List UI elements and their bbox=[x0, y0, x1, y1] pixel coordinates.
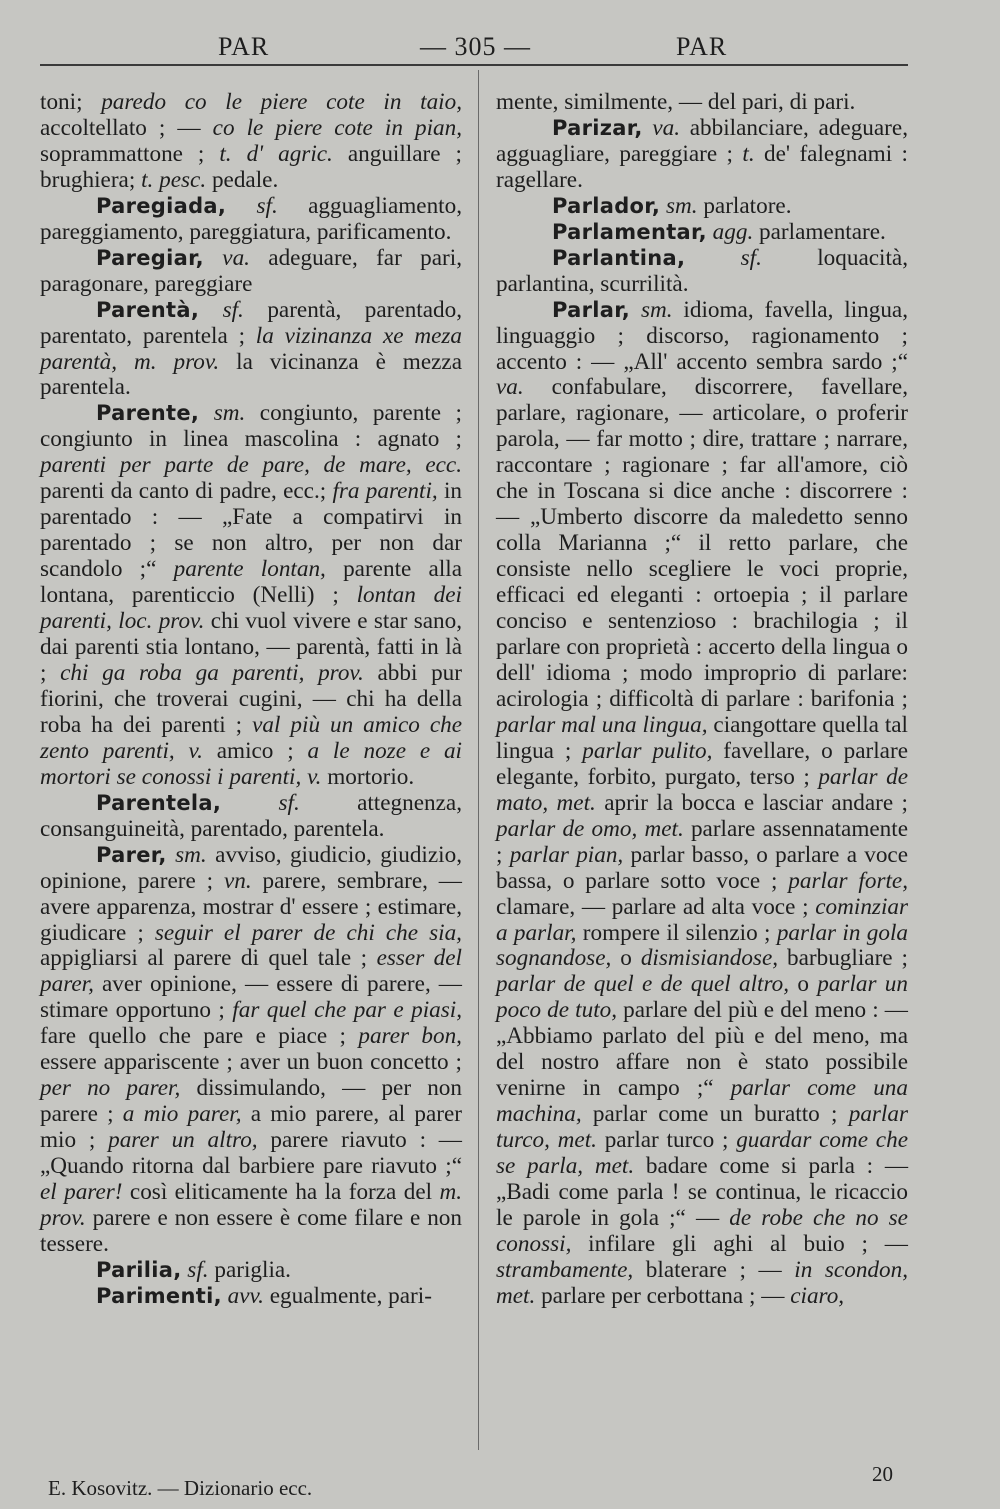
entry-italic-text: chi ga roba ga parenti, prov. bbox=[60, 659, 364, 686]
entry-text: favellare, o parlare elegante, forbito, purgato, terso ; bbox=[496, 737, 908, 790]
entry-headword: Parer, bbox=[96, 842, 167, 867]
entry-italic-text: agg. bbox=[712, 218, 754, 245]
dictionary-entry bbox=[40, 298, 462, 402]
entry-text: fare quello che pare e piace ; bbox=[40, 1023, 359, 1050]
entry-headword: Parilia, bbox=[96, 1257, 182, 1282]
entry-headword: Parlamentar, bbox=[552, 219, 707, 244]
entry-text: badare come si parla : — „Badi come parla ! se continua, le ricaccio le parole in gola ;“ — bbox=[496, 1153, 909, 1231]
entry-text bbox=[221, 790, 278, 816]
entry-italic-text: co le piere cote in pian, bbox=[212, 114, 462, 141]
entry-text: chi vuol vivere e star sano, dai parenti stia lontano, — parentà, fatti in là ; bbox=[40, 608, 462, 686]
entry-text: infilare gli aghi al buio ; — bbox=[571, 1230, 908, 1257]
header-left-guideword: PAR bbox=[218, 32, 270, 61]
entry-text: dissimulando, — per non parere ; bbox=[40, 1075, 462, 1128]
entry-italic-text: sm. bbox=[175, 841, 207, 868]
footer-signature: E. Kosovitz. — Dizionario ecc. bbox=[48, 1476, 313, 1500]
entry-text: anguillare ; brughiera; bbox=[40, 140, 462, 193]
entry-text: loquacità, parlantina, scurrilità. bbox=[496, 244, 909, 297]
dictionary-entry bbox=[496, 220, 908, 246]
entry-text: toni; bbox=[40, 89, 102, 115]
entry-text: la vicinanza è mezza parentela. bbox=[40, 348, 463, 401]
right-column bbox=[496, 90, 908, 1310]
footer-sheet-number: 20 bbox=[872, 1462, 893, 1486]
entry-italic-text: sf. bbox=[256, 192, 278, 219]
entry-headword: Parentela, bbox=[96, 790, 222, 815]
entry-text: rompere il silenzio ; bbox=[576, 919, 777, 946]
dictionary-entry bbox=[40, 791, 462, 843]
entry-italic-text: dismisiandose, bbox=[640, 945, 779, 972]
entry-text: mortorio. bbox=[321, 763, 415, 790]
entry-italic-text: paredo co le piere cote in taio, bbox=[101, 89, 463, 115]
entry-text: barbugliare ; bbox=[778, 945, 908, 972]
entry-italic-text: va. bbox=[222, 244, 250, 271]
dictionary-entry bbox=[40, 1284, 462, 1310]
dictionary-entry bbox=[40, 401, 462, 790]
entry-headword: Parlantina, bbox=[552, 245, 686, 270]
entry-headword: Paregiar, bbox=[96, 245, 204, 270]
entry-italic-text: parlar forte, bbox=[788, 867, 908, 894]
entry-italic-text: t. pesc. bbox=[141, 166, 207, 193]
entry-text: abbilanciare, adeguare, agguagliare, pareggiare ; bbox=[496, 114, 908, 167]
entry-italic-text: de robe che no se conossi, bbox=[496, 1204, 908, 1257]
entry-text: pariglia. bbox=[208, 1256, 291, 1283]
entry-text bbox=[167, 842, 175, 868]
page-footer bbox=[40, 1462, 908, 1498]
entry-text: essere appariscente ; aver un buon concetto ; bbox=[40, 1049, 462, 1076]
entry-italic-text: m. prov. bbox=[40, 1179, 463, 1231]
dictionary-entry bbox=[496, 194, 908, 220]
entry-italic-text: parenti per parte de pare, de mare, ecc. bbox=[40, 452, 462, 479]
entry-text: pedale. bbox=[206, 166, 279, 193]
entry-italic-text: la vizinanza xe meza parentà, m. prov. bbox=[40, 322, 462, 375]
entry-italic-text: sf. bbox=[278, 789, 300, 816]
column-divider bbox=[478, 70, 479, 1450]
entry-headword: Parlador, bbox=[552, 193, 661, 218]
entry-text: soprammattone ; bbox=[40, 140, 220, 167]
entry-text: clamare, — parlare ad alta voce ; bbox=[496, 893, 816, 920]
entry-headword: Parlar, bbox=[552, 297, 631, 322]
entry-italic-text: parlar un poco de tuto, bbox=[496, 971, 908, 1024]
entry-text: aver opinione, — essere di parere, — stimare opportuno ; bbox=[40, 971, 462, 1024]
entry-italic-text: parlar pulito, bbox=[582, 737, 713, 764]
entry-text bbox=[199, 297, 222, 323]
entry-italic-text: va. bbox=[652, 114, 680, 141]
entry-text: avviso, giudicio, giudizio, opinione, parere ; bbox=[40, 841, 463, 894]
entry-italic-text: parente lontan, bbox=[173, 556, 326, 583]
entry-text: a mio parere, al parer mio ; bbox=[40, 1101, 462, 1154]
dictionary-entry bbox=[496, 298, 908, 1310]
dictionary-entry bbox=[40, 1258, 462, 1284]
entry-text: abbi pur fiorini, che troverai cugini, — chi ha della roba ha dei parenti ; bbox=[40, 659, 462, 738]
entry-text: appigliarsi al parere di quel tale ; bbox=[40, 945, 377, 972]
entry-text: parentà, parentado, parentato, parentela ; bbox=[40, 296, 462, 349]
entry-text: agguagliamento, pareggiamento, pareggiatura, parificamento. bbox=[40, 192, 462, 245]
entry-text bbox=[685, 245, 740, 271]
entry-headword: Parimenti, bbox=[96, 1283, 222, 1308]
entry-text bbox=[630, 297, 641, 323]
entry-text: blaterare ; — bbox=[633, 1256, 795, 1283]
entry-text bbox=[204, 245, 222, 271]
entry-italic-text: cominziar a parlar, bbox=[496, 893, 908, 946]
dictionary-entry bbox=[40, 194, 462, 246]
entry-text: parenti da canto di padre, ecc.; bbox=[40, 478, 333, 505]
entry-text: in parentado : — „Fate a compatirvi in parentado ; se non altro, per non dar scandolo ;“ bbox=[40, 478, 462, 583]
entry-italic-text: t. bbox=[742, 140, 755, 167]
entry-text: così eliticamente ha la forza del bbox=[122, 1179, 440, 1206]
entry-text: attegnenza, consanguineità, parentado, parentela. bbox=[40, 789, 462, 842]
entry-headword: Parente, bbox=[96, 401, 200, 426]
entry-text: o bbox=[789, 971, 818, 998]
entry-italic-text: avv. bbox=[227, 1282, 264, 1309]
entry-text: congiunto, parente ; congiunto in linea mascolina : agnato ; bbox=[40, 400, 462, 453]
entry-italic-text: parlar turco, met. bbox=[496, 1101, 908, 1154]
entry-text: o bbox=[611, 945, 641, 972]
entry-text: idioma, favella, lingua, linguaggio ; discorso, ragionamento ; accento : — „All' accento sembra sardo ;“ bbox=[496, 296, 909, 375]
dictionary-entry bbox=[496, 246, 908, 298]
dictionary-entry bbox=[496, 90, 908, 116]
entry-italic-text: guardar come che se parla, met. bbox=[496, 1127, 908, 1180]
entry-italic-text: parlar in gola sognandose, bbox=[496, 919, 909, 972]
entry-italic-text: lontan dei parenti, loc. prov. bbox=[40, 582, 463, 635]
entry-italic-text: sf. bbox=[222, 296, 244, 323]
entry-italic-text: parlar de quel e de quel altro, bbox=[496, 971, 790, 998]
entry-italic-text: va. bbox=[496, 374, 524, 401]
entry-italic-text: sf. bbox=[740, 244, 762, 271]
entry-headword: Paregiada, bbox=[96, 193, 227, 218]
entry-italic-text: sm. bbox=[213, 400, 246, 427]
entry-text: confabulare, discorrere, favellare, parlare, ragionare, — articolare, o proferir parola, — far motto ; dire, trattare ; narrare, raccontare ; ragionare ; far all'amore, ciò che in Toscana si dice anche : discorrere : — „Umberto discorre da maledetto senno colla Marianna ;“ il retto parlare, che consiste nello scegliere le voci proprie, efficaci ed eleganti : ortoepia ; il parlare conciso e sentenzioso : brachilogia ; il parlare con proprietà : accerto della lingua o dell' idioma ; modo improprio di parlare: acirologia ; difficoltà di parlare : barifonia ; bbox=[496, 374, 908, 712]
entry-text bbox=[643, 115, 653, 141]
entry-text: parlare per cerbottana ; — bbox=[535, 1282, 791, 1309]
running-header bbox=[40, 28, 930, 64]
entry-italic-text: parer un altro, bbox=[108, 1127, 258, 1154]
entry-text: de' falegnami : ragellare. bbox=[496, 140, 908, 193]
entry-text: accoltellato ; — bbox=[40, 114, 213, 141]
entry-italic-text: in scondon, met. bbox=[496, 1256, 908, 1309]
entry-text: amico ; bbox=[202, 737, 308, 764]
header-right-guideword: PAR bbox=[676, 32, 728, 61]
entry-text: parlar come un buratto ; bbox=[581, 1101, 849, 1128]
entry-italic-text: parlar come una machina, bbox=[496, 1075, 908, 1128]
entry-italic-text: strambamente, bbox=[496, 1256, 634, 1283]
entry-italic-text: vn. bbox=[223, 867, 252, 894]
entry-italic-text: ciaro, bbox=[790, 1282, 845, 1309]
entry-text: parere riavuto : — „Quando ritorna dal barbiere pare riavuto ;“ bbox=[40, 1127, 462, 1180]
entry-text bbox=[226, 193, 256, 219]
entry-headword: Parentà, bbox=[96, 297, 200, 322]
entry-italic-text: per no parer, bbox=[40, 1075, 181, 1102]
entry-text: adeguare, far pari, paragonare, pareggiare bbox=[40, 244, 462, 297]
entry-italic-text: parlar mal una lingua, bbox=[496, 711, 708, 738]
entry-italic-text: val più un amico che zento parenti, v. bbox=[40, 711, 462, 764]
entry-text: ciangottare quella tal lingua ; bbox=[496, 711, 908, 764]
entry-italic-text: seguir el parer de chi che sia, bbox=[154, 919, 462, 946]
header-rule bbox=[40, 64, 908, 66]
entry-text: parlare assennatamente ; bbox=[496, 815, 908, 868]
entry-text: parere, sembrare, — avere apparenza, mostrar d' essere ; estimare, giudicare ; bbox=[40, 867, 462, 946]
header-page-number: — 305 — bbox=[420, 32, 531, 61]
entry-text: parente alla lontana, parenticcio (Nelli) ; bbox=[40, 556, 462, 609]
entry-italic-text: sf. bbox=[187, 1256, 209, 1283]
left-column bbox=[40, 90, 462, 1310]
entry-italic-text: parlar pian, bbox=[509, 841, 624, 868]
entry-text: egualmente, pari- bbox=[263, 1282, 432, 1309]
entry-text: mente, similmente, — del pari, di pari. bbox=[496, 89, 856, 115]
entry-text: parlatore. bbox=[697, 192, 792, 219]
entry-italic-text: sm. bbox=[640, 296, 673, 323]
entry-text: parere e non essere è come filare e non tessere. bbox=[40, 1204, 462, 1257]
dictionary-entry bbox=[40, 90, 462, 194]
entry-italic-text: parlar de mato, met. bbox=[496, 763, 908, 816]
entry-text: aprir la bocca e lasciar andare ; bbox=[595, 789, 909, 816]
dictionary-entry bbox=[40, 843, 462, 1258]
dictionary-entry bbox=[496, 116, 908, 194]
entry-italic-text: sm. bbox=[665, 192, 698, 219]
entry-italic-text: a le noze e ai mortori se conossi i parenti, v. bbox=[40, 737, 462, 790]
entry-text: parlamentare. bbox=[753, 218, 886, 245]
entry-headword: Parizar, bbox=[552, 115, 643, 140]
entry-italic-text: fra parenti, bbox=[332, 478, 438, 505]
entry-italic-text: parlar de omo, met. bbox=[496, 815, 684, 842]
entry-italic-text: t. d' agric. bbox=[219, 140, 333, 167]
entry-text: parlare del più e del meno : — „Abbiamo parlato del più e del meno, ma del nostro affare non è stato possibile venirne in campo ;“ bbox=[496, 997, 908, 1102]
entry-italic-text: esser del parer, bbox=[40, 945, 462, 998]
entry-text: parlar turco ; bbox=[596, 1127, 737, 1154]
entry-italic-text: far quel che par e piasi, bbox=[232, 997, 462, 1024]
entry-italic-text: a mio parer, bbox=[122, 1101, 242, 1128]
entry-text: parlar basso, o parlare a voce bassa, o parlare sotto voce ; bbox=[496, 841, 908, 894]
dictionary-entry bbox=[40, 246, 462, 298]
entry-italic-text: parer bon, bbox=[358, 1023, 462, 1050]
entry-italic-text: el parer! bbox=[40, 1179, 123, 1206]
entry-text bbox=[199, 400, 214, 426]
